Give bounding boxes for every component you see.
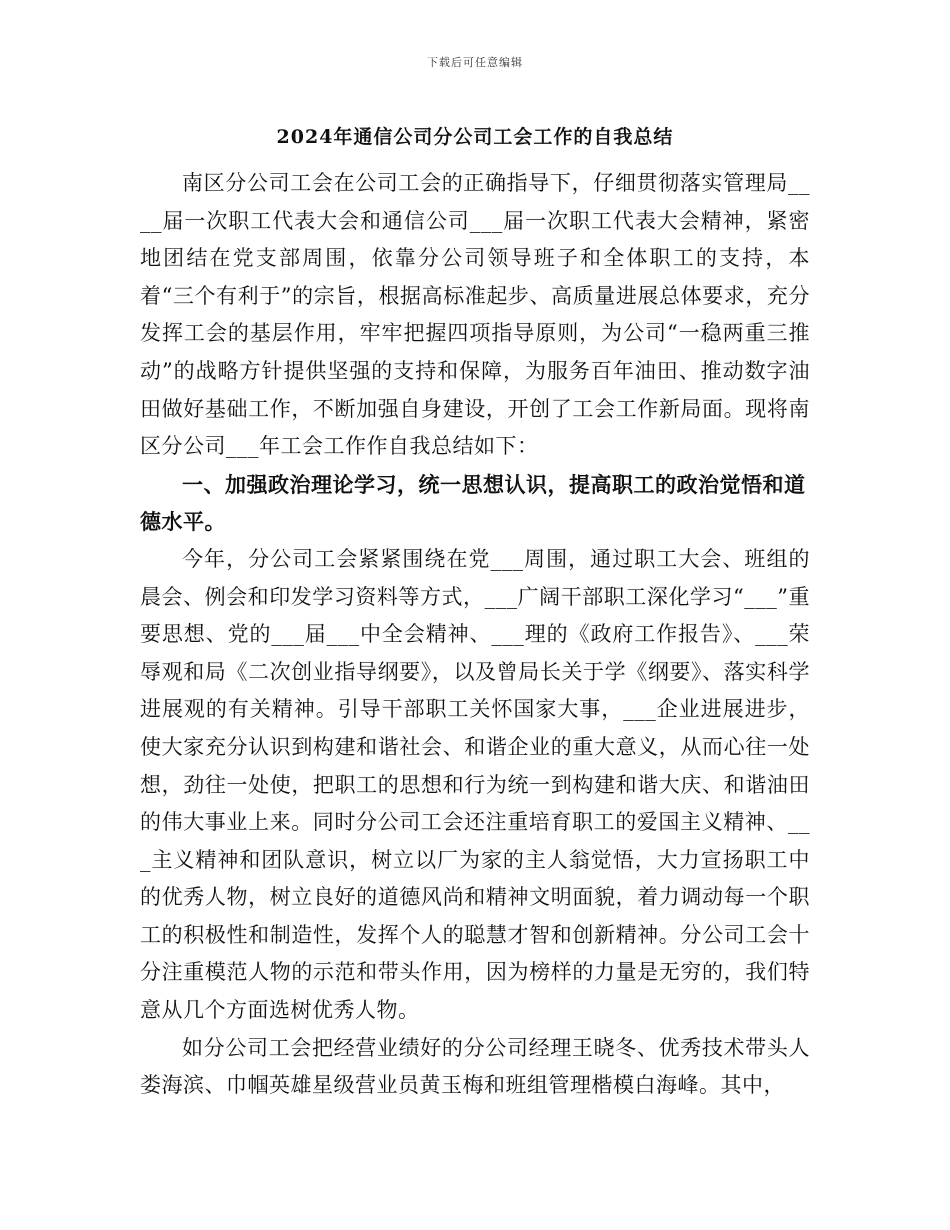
section-heading-1: 一、加强政治理论学习，统一思想认识，提高职工的政治觉悟和道德水平。 xyxy=(140,471,806,535)
section-1-paragraph: 今年，分公司工会紧紧围绕在党___周围，通过职工大会、班组的晨会、例会和印发学习资料等方式，___广阔干部职工深化学习“___”重要思想、党的___届___中全会精神、___理的《政府工作报告》、___荣辱观和局《二次创业指导纲要》，以及曾局长关于学《纲要》、落实科学进展观的有关精神。引导干部职工关怀国家大事，___企业进展进步，使大家充分认识到构建和谐社会、和谐企业的重大意义，从而心往一处想，劲往一处使，把职工的思想和行为统一到构建和谐大庆、和谐油田的伟大事业上来。同时分公司工会还注重培育职工的爱国主义精神、___主义精神和团队意识，树立以厂为家的主人翁觉悟，大力宣扬职工中的优秀人物，树立良好的道德风尚和精神文明面貌，着力调动每一个职工的积极性和制造性，发挥个人的聪慧才智和创新精神。分公司工会十分注重模范人物的示范和带头作用，因为榜样的力量是无穷的，我们特意从几个方面选树优秀人物。 xyxy=(140,546,810,1023)
header-note: 下载后可任意编辑 xyxy=(427,56,523,69)
document-title: 2024年通信公司分公司工会工作的自我总结 xyxy=(276,126,674,148)
section-1-paragraph-2: 如分公司工会把经营业绩好的分公司经理王晓冬、优秀技术带头人娄海滨、巾帼英雄星级营业员黄玉梅和班组管理楷模白海峰。其中， xyxy=(140,1035,810,1098)
document-body xyxy=(140,165,810,1105)
intro-paragraph: 南区分公司工会在公司工会的正确指导下，仔细贯彻落实管理局____届一次职工代表大会和通信公司___届一次职工代表大会精神，紧密地团结在党支部周围，依靠分公司领导班子和全体职工的支持，本着“三个有利于”的宗旨，根据高标准起步、高质量进展总体要求，充分发挥工会的基层作用，牢牢把握四项指导原则，为公司“一稳两重三推动”的战略方针提供坚强的支持和保障，为服务百年油田、推动数字油田做好基础工作，不断加强自身建设，开创了工会工作新局面。现将南区分公司___年工会工作作自我总结如下： xyxy=(140,171,810,459)
